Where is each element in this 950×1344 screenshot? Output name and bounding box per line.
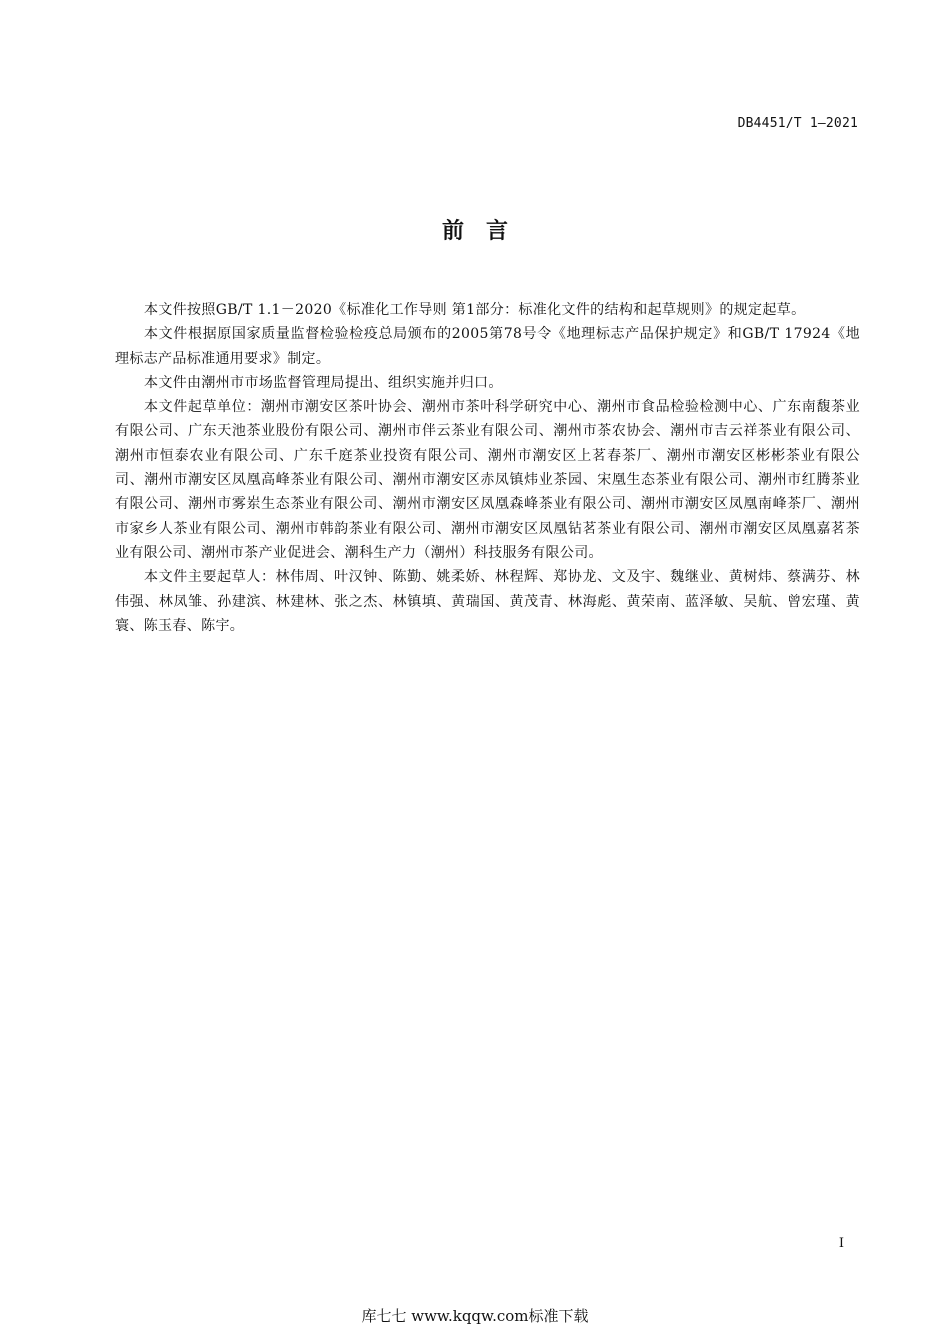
paragraph-drafters: 本文件主要起草人：林伟周、叶汉钟、陈勤、姚柔娇、林程辉、郑协龙、文及宇、魏继业、黄树炜、蔡满芬、林伟强、林凤雏、孙建滨、林建林、张之杰、林镇填、黄瑞国、黄茂青、林海彪、黄荣南、蓝泽敏、吴航、曾宏瑾、黄寰、陈玉春、陈宇。 — [115, 569, 860, 634]
footer-watermark: 库七七 www.kqqw.com标准下载 — [361, 1307, 589, 1325]
document-code: DB4451/T 1—2021 — [737, 116, 858, 131]
foreword-body — [115, 298, 860, 638]
page-number: I — [838, 1236, 844, 1251]
paragraph-proposer: 本文件由潮州市市场监督管理局提出、组织实施并归口。 — [144, 374, 503, 391]
paragraph-drafting-rules: 本文件按照GB/T 1.1－2020《标准化工作导则 第1部分：标准化文件的结构和起草规则》的规定起草。 — [144, 302, 806, 318]
paragraph-drafting-units: 本文件起草单位：潮州市潮安区茶叶协会、潮州市茶叶科学研究中心、潮州市食品检验检测中心、广东南馥茶业有限公司、广东天池茶业股份有限公司、潮州市伴云茶业有限公司、潮州市茶农协会、潮州市吉云祥茶业有限公司、潮州市恒泰农业有限公司、广东千庭茶业投资有限公司、潮州市潮安区上茗春茶厂、潮州市潮安区彬彬茶业有限公司、潮州市潮安区凤凰高峰茶业有限公司、潮州市潮安区赤凤镇炜业茶园、宋凰生态茶业有限公司、潮州市红腾茶业有限公司、潮州市雾岽生态茶业有限公司、潮州市潮安区凤凰森峰茶业有限公司、潮州市潮安区凤凰南峰茶厂、潮州市家乡人茶业有限公司、潮州市韩韵茶业有限公司、潮州市潮安区凤凰钻茗茶业有限公司、潮州市潮安区凤凰嘉茗茶业有限公司、潮州市茶产业促进会、潮科生产力（潮州）科技服务有限公司。 — [115, 399, 860, 561]
page-title: 前言 — [441, 219, 530, 244]
paragraph-basis: 本文件根据原国家质量监督检验检疫总局颁布的2005第78号令《地理标志产品保护规定》和GB/T 17924《地理标志产品标准通用要求》制定。 — [115, 326, 860, 367]
